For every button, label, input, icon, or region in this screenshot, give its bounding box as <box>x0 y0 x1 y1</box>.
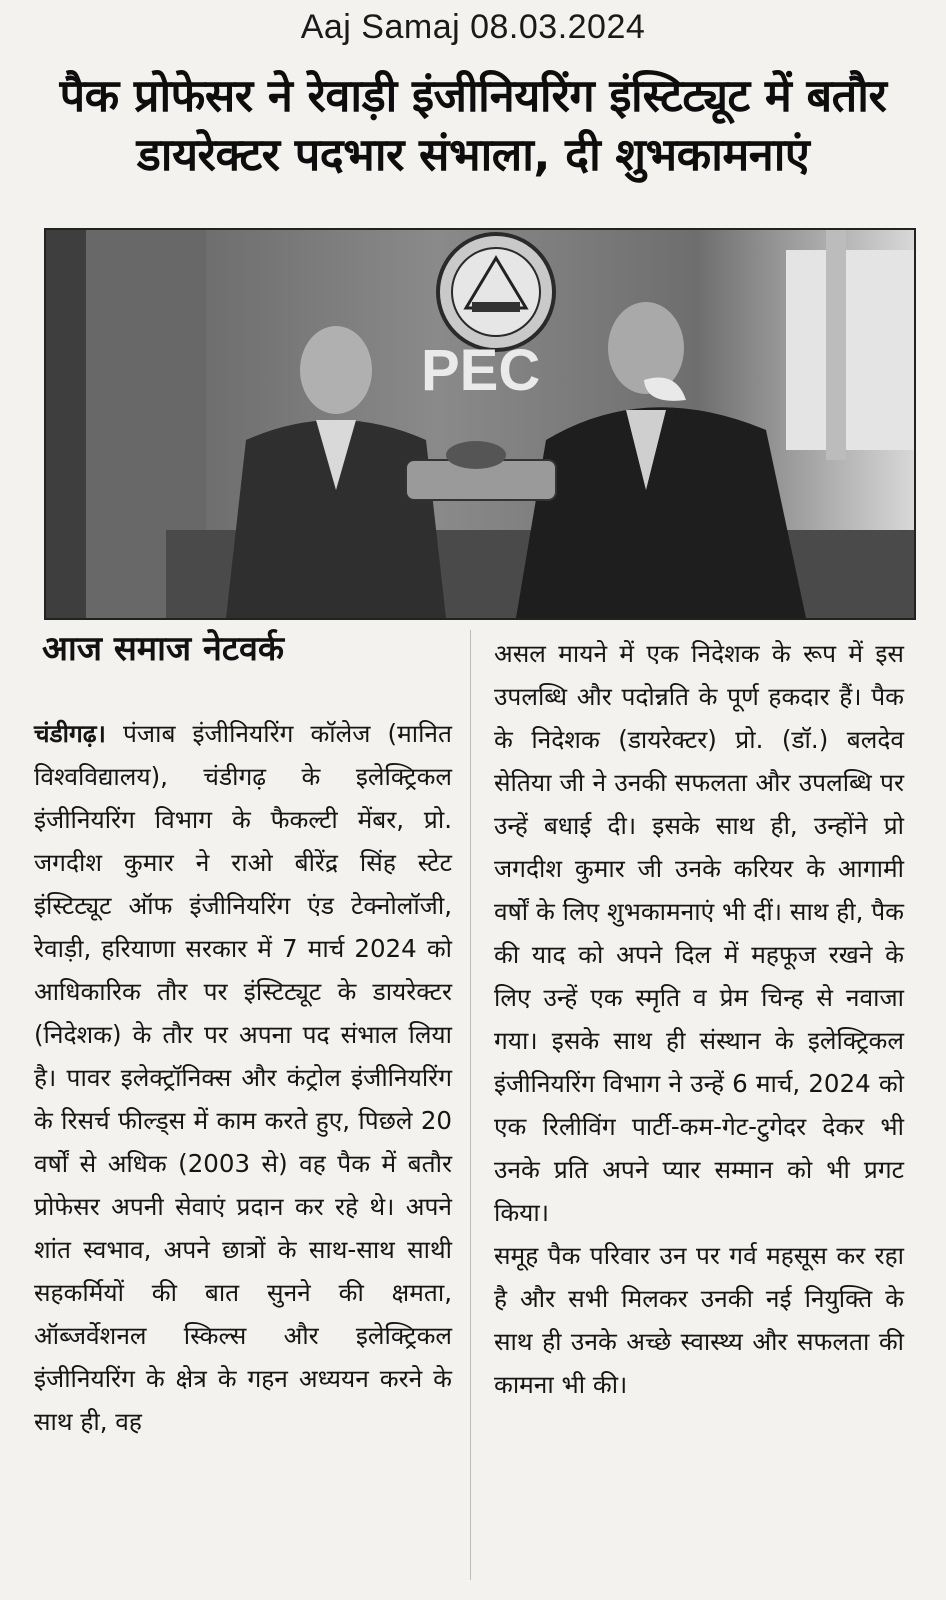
byline: आज समाज नेटवर्क <box>42 629 285 669</box>
article-column-left <box>34 712 452 1443</box>
article-column-right <box>494 632 904 1406</box>
left-body-text: पंजाब इंजीनियरिंग कॉलेज (मानित विश्वविद्यालय), चंडीगढ़ के इलेक्ट्रिकल इंजीनियरिंग विभाग के फैकल्टी मेंबर, प्रो. जगदीश कुमार ने राओ बीरेंद्र सिंह स्टेट इंस्टिट्यूट ऑफ इंजीनियरिंग एंड टेक्नोलॉजी, रेवाड़ी, हरियाणा सरकार में 7 मार्च 2024 को आधिकारिक तौर पर इंस्टिट्यूट के डायरेक्टर (निदेशक) के तौर पर अपना पद संभाल लिया है। पावर इलेक्ट्रॉनिक्स और कंट्रोल इंजीनियरिंग के रिसर्च फील्ड्स में काम करते हुए, पिछले 20 वर्षों से अधिक (2003 से) वह पैक में बतौर प्रोफेसर अपनी सेवाएं प्रदान कर रहे थे। अपने शांत स्वभाव, अपने छात्रों के साथ-साथ साथी सहकर्मियों की बात सुनने की क्षमता, ऑब्जर्वेशनल स्किल्स और इलेक्ट्रिकल इंजीनियरिंग के क्षेत्र के गहन अध्ययन करने के साथ ही, वह <box>34 719 452 1436</box>
paragraph-right-2: समूह पैक परिवार उन पर गर्व महसूस कर रहा है और सभी मिलकर उनकी नई नियुक्ति के साथ ही उनके अच्छे स्वास्थ्य और सफलता की कामना भी की। <box>494 1241 904 1399</box>
paragraph-left <box>34 712 452 1443</box>
dateline: चंडीगढ़। <box>34 719 106 748</box>
article-headline: पैक प्रोफेसर ने रेवाड़ी इंजीनियरिंग इंस्टिट्यूट में बतौर डायरेक्टर पदभार संभाला, दी शुभकामनाएं <box>59 69 887 182</box>
paragraph-right-1: असल मायने में एक निदेशक के रूप में इस उपलब्धि और पदोन्नति के पूर्ण हकदार हैं। पैक के निदेशक (डायरेक्टर) प्रो. (डॉ.) बलदेव सेतिया जी ने उनकी सफलता और उपलब्धि पर उन्हें बधाई दी। इसके साथ ही, उन्होंने प्रो जगदीश कुमार जी उनके करियर के आगामी वर्षों के लिए शुभकामनाएं भी दीं। साथ ही, पैक की याद को अपने दिल में महफूज रखने के लिए उन्हें एक स्मृति व प्रेम चिन्ह से नवाजा गया। इसके साथ ही संस्थान के इलेक्ट्रिकल इंजीनियरिंग विभाग ने उन्हें 6 मार्च, 2024 को एक रिलीविंग पार्टी-कम-गेट-टुगेदर देकर भी उनके प्रति अपने प्यार सम्मान को भी प्रगट किया। <box>494 639 904 1227</box>
news-photo <box>44 228 916 620</box>
pec-sign-text: PEC <box>421 338 541 403</box>
pec-logo-icon <box>438 234 554 350</box>
newspaper-masthead: Aaj Samaj 08.03.2024 <box>300 8 646 46</box>
column-divider <box>470 630 471 1580</box>
